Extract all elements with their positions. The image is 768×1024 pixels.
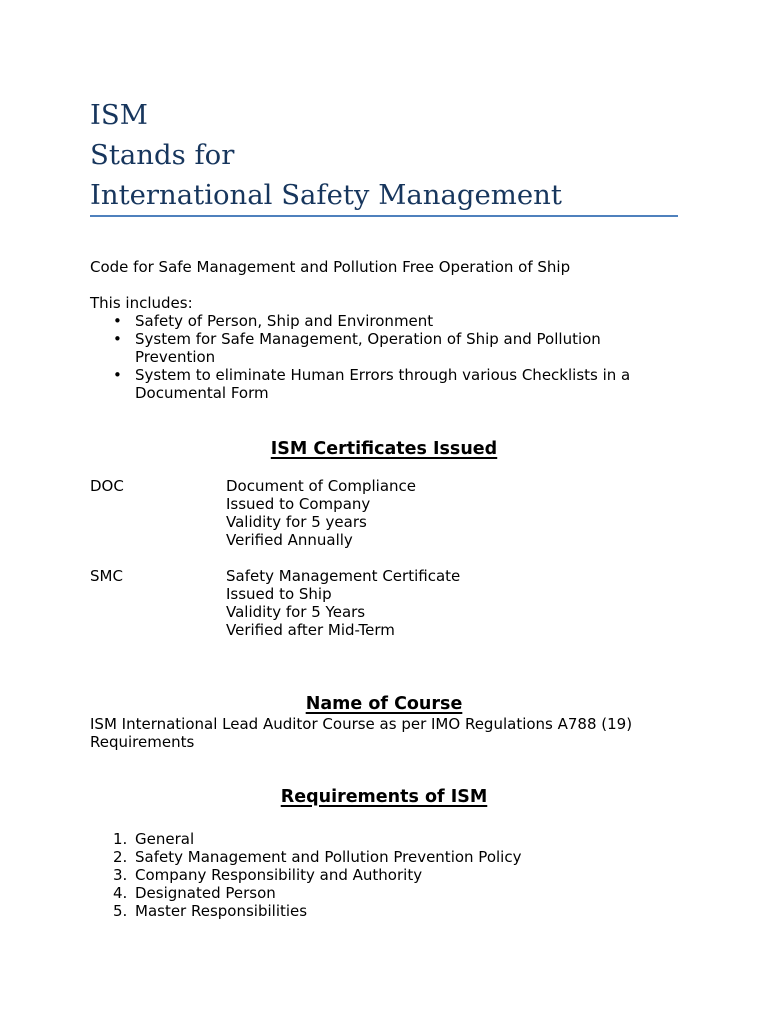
certificate-detail-line: Issued to Ship xyxy=(226,585,332,603)
certificate-details xyxy=(226,477,416,549)
course-description: ISM International Lead Auditor Course as per IMO Regulations A788 (19) Requirements xyxy=(90,715,633,751)
title-line: International Safety Management xyxy=(90,179,562,211)
certificate-code: DOC xyxy=(90,477,124,495)
list-number: 5. xyxy=(113,902,128,920)
document-content xyxy=(90,95,678,920)
certificate-detail-line: Issued to Company xyxy=(226,495,371,513)
list-number: 4. xyxy=(113,884,128,902)
list-item xyxy=(90,330,670,366)
list-item xyxy=(90,866,670,884)
list-item-text: Master Responsibilities xyxy=(135,902,308,920)
list-item-text: General xyxy=(135,830,195,848)
certificate-detail-line: Verified Annually xyxy=(226,531,353,549)
list-item xyxy=(90,312,670,330)
title-line: ISM xyxy=(90,99,148,131)
list-item-text: Company Responsibility and Authority xyxy=(135,866,423,884)
code-description: Code for Safe Management and Pollution Free Operation of Ship xyxy=(90,258,571,276)
requirements-numbered-list xyxy=(90,830,670,920)
certificate-detail-line: Safety Management Certificate xyxy=(226,567,461,585)
certificate-doc xyxy=(90,477,670,549)
title-line: Stands for xyxy=(90,139,235,171)
list-item-text: System to eliminate Human Errors through various Checklists in a Documental Form xyxy=(135,366,631,402)
list-item xyxy=(90,902,670,920)
list-item-text: Safety of Person, Ship and Environment xyxy=(135,312,434,330)
certificate-code: SMC xyxy=(90,567,123,585)
list-item-text: System for Safe Management, Operation of Ship and Pollution Prevention xyxy=(135,330,601,366)
certificates-heading: ISM Certificates Issued xyxy=(270,439,498,459)
certificate-detail-line: Validity for 5 years xyxy=(226,513,367,531)
bullet-icon: • xyxy=(113,366,122,384)
course-heading: Name of Course xyxy=(305,694,463,714)
list-item xyxy=(90,884,670,902)
list-number: 3. xyxy=(113,866,128,884)
list-item xyxy=(90,366,670,402)
bullet-icon: • xyxy=(113,312,122,330)
list-item xyxy=(90,848,670,866)
document-title xyxy=(90,95,678,217)
includes-bullet-list xyxy=(90,312,670,402)
list-item-text: Safety Management and Pollution Prevention Policy xyxy=(135,848,522,866)
requirements-heading: Requirements of ISM xyxy=(280,787,488,807)
list-number: 1. xyxy=(113,830,128,848)
bullet-icon: • xyxy=(113,330,122,348)
certificate-detail-line: Document of Compliance xyxy=(226,477,416,495)
list-item xyxy=(90,830,670,848)
certificate-detail-line: Verified after Mid-Term xyxy=(226,621,395,639)
certificate-smc xyxy=(90,567,670,639)
certificate-details xyxy=(226,567,460,639)
list-number: 2. xyxy=(113,848,128,866)
certificate-detail-line: Validity for 5 Years xyxy=(226,603,366,621)
list-item-text: Designated Person xyxy=(135,884,276,902)
includes-label: This includes: xyxy=(90,294,193,312)
